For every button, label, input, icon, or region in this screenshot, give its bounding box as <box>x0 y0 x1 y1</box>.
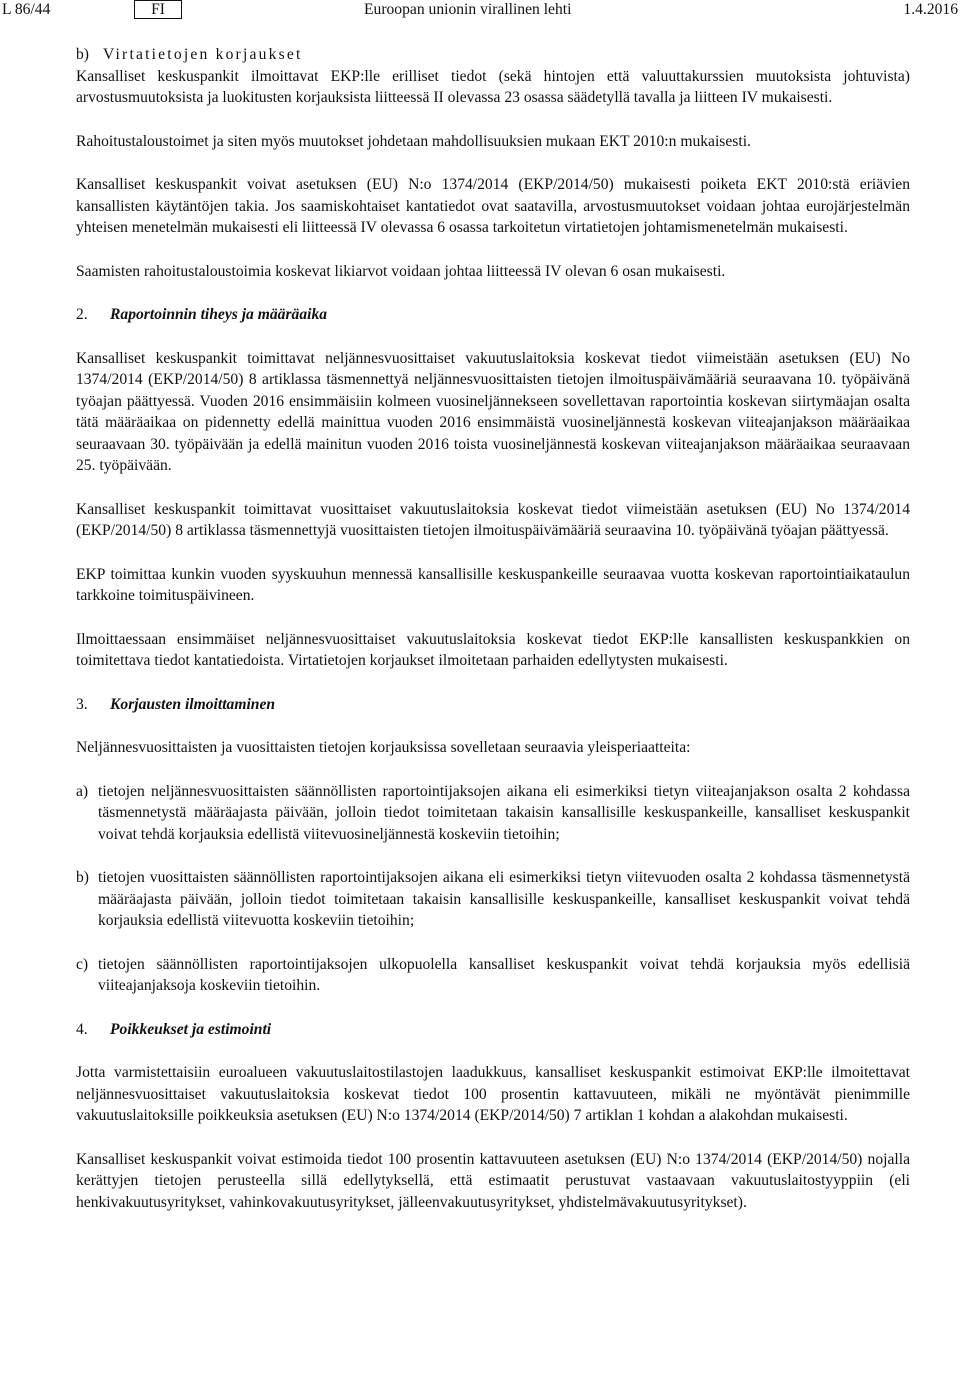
list-item <box>76 954 910 997</box>
section-3-heading <box>76 694 910 716</box>
page-reference: L 86/44 <box>2 1 51 18</box>
paragraph: Kansalliset keskuspankit voivat estimoida tiedot 100 prosentin kattavuuteen asetuksen (EU) N:o 1374/2014 (EKP/2014/50) nojalla kerättyjen tietojen perusteella sillä edellytyksellä, että estimaatit perustuvat vastaavaan vakuutuslaitostyyppiin (eli henkivakuutusyritykset, vahinkovakuutusyritykset, jälleenvakuutusyritykset, yhdistelmävakuutusyritykset). <box>76 1150 910 1211</box>
section-number: 4. <box>76 1020 88 1038</box>
subsection-title: Virtatietojen korjaukset <box>103 46 303 63</box>
paragraph: Neljännesvuosittaisten ja vuosittaisten tietojen korjauksissa sovelletaan seuraavia yleisperiaatteita: <box>76 739 691 756</box>
section-title: Poikkeukset ja estimointi <box>110 1020 272 1038</box>
page-header <box>0 0 960 22</box>
list-item-label: c) <box>76 955 89 973</box>
paragraph: Jotta varmistettaisiin euroalueen vakuutuslaitostilastojen laadukkuus, kansalliset keskuspankit estimoivat EKP:lle ilmoitettavat neljännesvuosittaiset vakuutuslaitoksia koskevat tiedot 100 prosentin kattavuuteen, mikäli ne myöntävät pienimmille vakuutuslaitoksille poikkeuksia asetuksen (EU) N:o 1374/2014 (EKP/2014/50) 7 artiklan 1 kohdan a alakohdan mukaisesti. <box>76 1064 910 1124</box>
list-item-text: tietojen säännöllisten raportointijaksojen ulkopuolella kansalliset keskuspankit voivat tehdä korjauksia myös edellisiä viiteajanjaksoja koskeviin tietoihin. <box>98 955 910 994</box>
list-item <box>76 867 910 932</box>
section-4-heading <box>76 1019 910 1041</box>
section-2-heading <box>76 304 910 326</box>
paragraph: Kansalliset keskuspankit voivat asetuksen (EU) N:o 1374/2014 (EKP/2014/50) mukaisesti poiketa EKT 2010:stä eriävien kansallisten käytäntöjen takia. Jos saamiskohtaiset kantatiedot ovat saatavilla, arvostusmuutokset voidaan johtaa eurojärjestelmän yhteisen menetelmän mukaisesti eli liitteessä IV olevassa 6 osassa tarkoitetun virtatietojen johtamismenetelmän mukaisesti. <box>76 176 910 236</box>
section-title: Korjausten ilmoittaminen <box>110 695 276 713</box>
section-number: 3. <box>76 695 88 713</box>
paragraph: Kansalliset keskuspankit toimittavat neljännesvuosittaiset vakuutuslaitoksia koskevat tiedot viimeistään asetuksen (EU) No 1374/2014 (EKP/2014/50) 8 artiklassa täsmennettyä neljännesvuosittaisten tietojen ilmoituspäivämääriä seuraavana 10. työpäivänä työajan päättyessä. Vuoden 2016 ensimmäisiin kolmeen vuosineljännekseen sovellettavan raportointia koskevan siirtymäajan osalta tätä määräaikaa on pidennetty edellä mainittua vuoden 2016 ensimmäistä vuosineljännestä koskevan viiteajanjakson määräaikaa seuraavaan 30. työpäivään ja edellä mainitun vuoden 2016 toista vuosineljännestä koskevan viiteajanjakson määräaikaa seuraavaan 25. työpäivään. <box>76 349 910 474</box>
paragraph: EKP toimittaa kunkin vuoden syyskuuhun mennessä kansallisille keskuspankeille seuraavaa vuotta koskevan raportointiaikataulun tarkkoine toimituspäivineen. <box>76 565 910 604</box>
document-body <box>76 44 910 1235</box>
section-title: Raportoinnin tiheys ja määräaika <box>110 306 328 323</box>
subsection-label: b) <box>76 46 89 63</box>
paragraph: Rahoitustaloustoimet ja siten myös muutokset johdetaan mahdollisuuksien mukaan EKT 2010:n mukaisesti. <box>76 132 751 150</box>
paragraph: Kansalliset keskuspankit toimittavat vuosittaiset vakuutuslaitoksia koskevat tiedot viimeistään asetuksen (EU) No 1374/2014 (EKP/2014/50) 8 artiklassa täsmennettyjä vuosittaisten tietojen ilmoituspäivämääriä seuraavina 10. työpäivänä työajan päättyessä. <box>76 500 910 539</box>
list-item-text: tietojen vuosittaisten säännöllisten raportointijaksojen aikana eli esimerkiksi tietyn viitevuoden osalta 2 kohdassa täsmennetystä määräajasta päivään, jolloin tiedot toimitetaan takaisin kansallisille keskuspankeille, kansalliset keskuspankit voivat tehdä korjauksia edellistä viitevuotta koskeviin tietoihin; <box>98 869 910 929</box>
publication-date: 1.4.2016 <box>903 1 958 18</box>
list-item <box>76 781 910 846</box>
paragraph: Ilmoittaessaan ensimmäiset neljännesvuosittaiset vakuutuslaitoksia koskevat tiedot EKP:lle kansallisten keskuspankkien on toimitettava tiedot kantatiedoista. Virtatietojen korjaukset ilmoitetaan parhaiden edellytysten mukaisesti. <box>76 630 910 669</box>
section-number: 2. <box>76 306 88 323</box>
journal-title: Euroopan unionin virallinen lehti <box>364 1 572 18</box>
list-item-label: b) <box>76 869 89 886</box>
language-badge: FI <box>134 0 182 19</box>
list-item-text: tietojen neljännesvuosittaisten säännöllisten raportointijaksojen aikana eli esimerkiksi tietyn viiteajanjakson osalta 2 kohdassa täsmennetystä määräajasta päivään, jolloin tiedot toimitetaan takaisin kansallisille keskuspankeille, kansalliset keskuspankit voivat tehdä korjauksia edellistä viitevuosineljännestä koskeviin tietoihin; <box>98 782 910 843</box>
paragraph: Saamisten rahoitustaloustoimia koskevat likiarvot voidaan johtaa liitteessä IV olevan 6 osan mukaisesti. <box>76 262 726 280</box>
subsection-b-heading <box>76 44 910 66</box>
paragraph: Kansalliset keskuspankit ilmoittavat EKP:lle erilliset tiedot (sekä hintojen että valuuttakurssien muutoksista johtuvista) arvostusmuutoksista ja luokitusten korjauksista liitteessä II olevassa 23 osassa säädetyllä tavalla ja liitteen IV mukaisesti. <box>76 67 910 106</box>
list-item-label: a) <box>76 782 89 800</box>
